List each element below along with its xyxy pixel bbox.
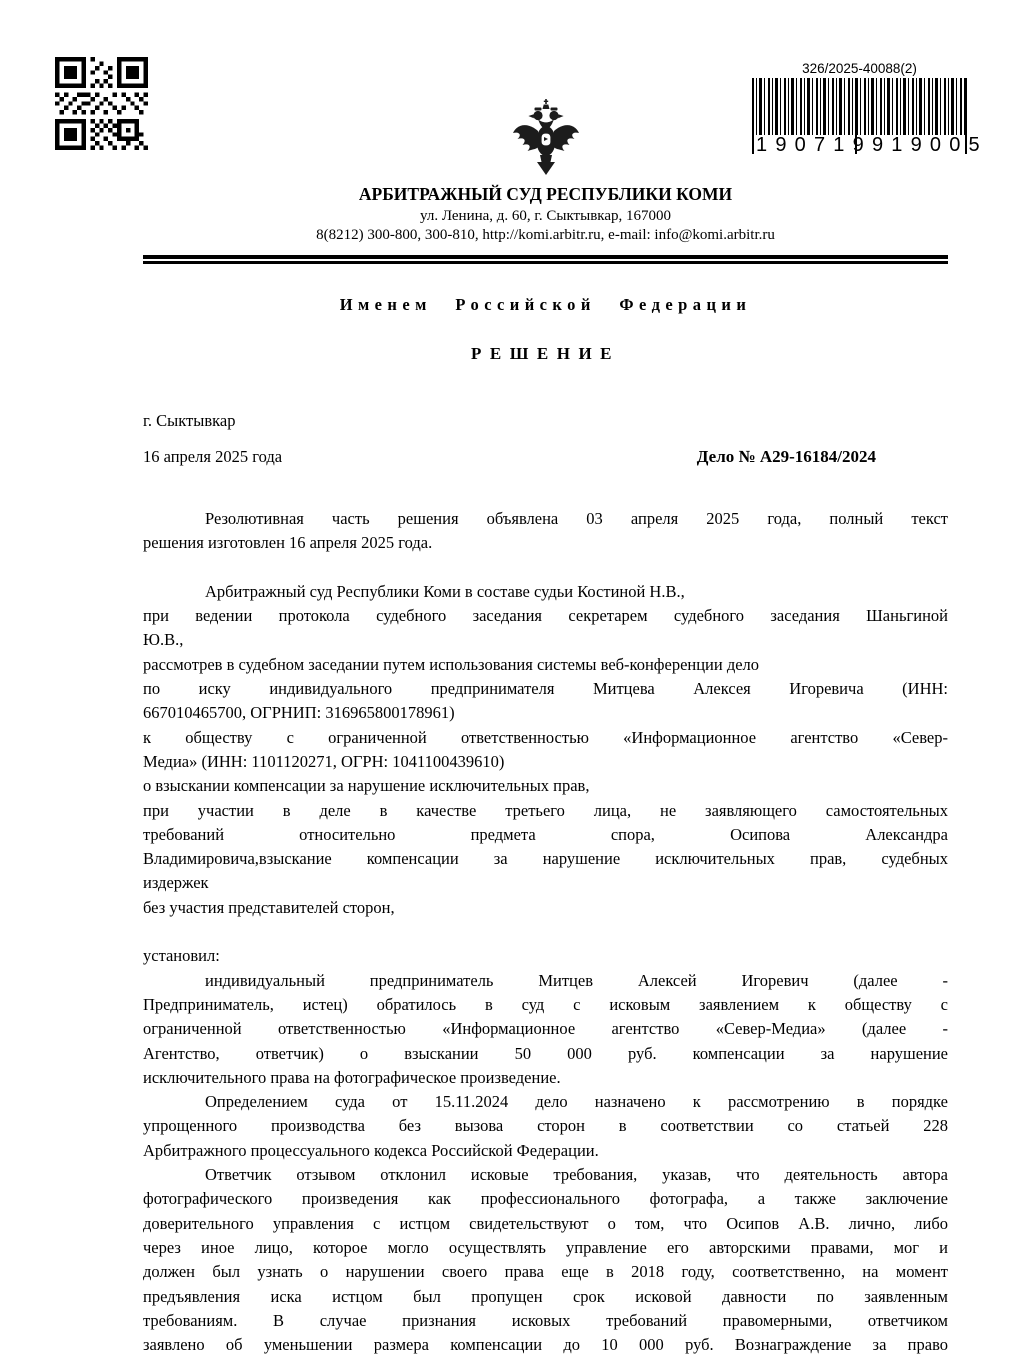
body-line: 667010465700, ОГРНИП: 316965800178961) — [143, 703, 455, 723]
body-line: исключительного права на фотографическое произведение. — [143, 1067, 561, 1087]
decision-heading: РЕШЕНИЕ — [470, 344, 620, 363]
body-line: издержек — [143, 873, 209, 893]
body-line: при ведении протокола судебного заседания секретарем судебного заседания Шаньгиной — [143, 606, 948, 626]
body-line: установил: — [143, 946, 220, 966]
barcode-number: 190719919005 — [756, 134, 988, 156]
body-line: через иное лицо, которое могло осуществлять управление его авторскими правами, мог и — [143, 1237, 948, 1257]
decision-date: 16 апреля 2025 года — [143, 447, 283, 466]
body-line: к обществу с ограниченной ответственностью «Информационное агентство «Север- — [143, 727, 948, 747]
body-line: индивидуальный предприниматель Митцев Алексей Игоревич (далее - — [205, 970, 948, 990]
body-line: Агентство, ответчик) о взыскании 50 000 руб. компенсации за нарушение — [143, 1043, 948, 1063]
document-content — [143, 0, 948, 1357]
city-line: г. Сыктывкар — [143, 411, 236, 430]
body-line: Определением суда от 15.11.2024 дело назначено к рассмотрению в порядке — [205, 1092, 948, 1112]
body-line: требованиям. В случае признания исковых требований правомерными, ответчиком — [143, 1310, 948, 1330]
body-line: Резолютивная часть решения объявлена 03 апреля 2025 года, полный текст — [205, 509, 948, 528]
body-line: предъявления иска истцом был пропущен срок исковой давности по заявленным — [143, 1286, 948, 1306]
coat-of-arms-eagle-icon — [510, 98, 582, 178]
court-name: АРБИТРАЖНЫЙ СУД РЕСПУБЛИКИ КОМИ — [358, 184, 733, 204]
body-line — [143, 556, 948, 580]
body-line: ограниченной ответственностью «Информационное агентство «Север-Медиа» (далее - — [143, 1019, 948, 1039]
body-line: Медиа» (ИНН: 1101120271, ОГРН: 1041100439610) — [143, 751, 505, 771]
body-line: Арбитражный суд Республики Коми в составе судьи Костиной Н.В., — [205, 581, 685, 601]
body-line: при участии в деле в качестве третьего лица, не заявляющего самостоятельных — [143, 800, 948, 820]
document-number: 326/2025-40088(2) — [802, 61, 917, 76]
body-line: Арбитражного процессуального кодекса Российской Федерации. — [143, 1140, 599, 1160]
body-line — [143, 920, 948, 944]
in-the-name-heading: Именем Российской Федерации — [339, 295, 752, 314]
body-line: заявлено об уменьшении размера компенсации до 10 000 руб. Вознаграждение за право — [143, 1335, 948, 1355]
court-address: ул. Ленина, д. 60, г. Сыктывкар, 167000 — [420, 208, 671, 224]
body-line: о взыскании компенсации за нарушение исключительных прав, — [143, 776, 590, 796]
body-line: по иску индивидуального предпринимателя Митцева Алексея Игоревича (ИНН: — [143, 679, 948, 699]
body-line: фотографического произведения как профессионального фотографа, а также заключение — [143, 1189, 948, 1209]
body-line: решения изготовлен 16 апреля 2025 года. — [143, 533, 433, 553]
body-text — [143, 507, 948, 1357]
body-line: Владимировича,взыскание компенсации за нарушение исключительных прав, судебных — [143, 849, 948, 869]
date-case-row — [143, 445, 948, 469]
qr-code-icon — [55, 57, 148, 150]
body-line: без участия представителей сторон, — [143, 897, 395, 917]
body-line: Предприниматель, истец) обратилось в суд с исковым заявлением к обществу с — [143, 994, 948, 1014]
header-divider — [143, 255, 948, 264]
body-line: Ю.В., — [143, 630, 184, 650]
court-contacts: 8(8212) 300-800, 300-810, http://komi.arbitr.ru, e-mail: info@komi.arbitr.ru — [316, 227, 775, 243]
body-line: требований относительно предмета спора, Осипова Александра — [143, 824, 948, 844]
case-number: Дело № А29-16184/2024 — [696, 447, 876, 466]
body-line: упрощенного производства без вызова сторон в соответствии со статьей 228 — [143, 1116, 948, 1136]
body-line: рассмотрев в судебном заседании путем использования системы веб-конференции дело — [143, 654, 760, 674]
body-line: должен был узнать о нарушении своего права еще в 2018 году, соответственно, на момент — [143, 1262, 948, 1282]
body-line: Ответчик отзывом отклонил исковые требования, указав, что деятельность автора — [205, 1165, 948, 1185]
body-line: доверительного управления с истцом свидетельствуют о том, что Осипов А.В. лично, либо — [143, 1213, 948, 1233]
